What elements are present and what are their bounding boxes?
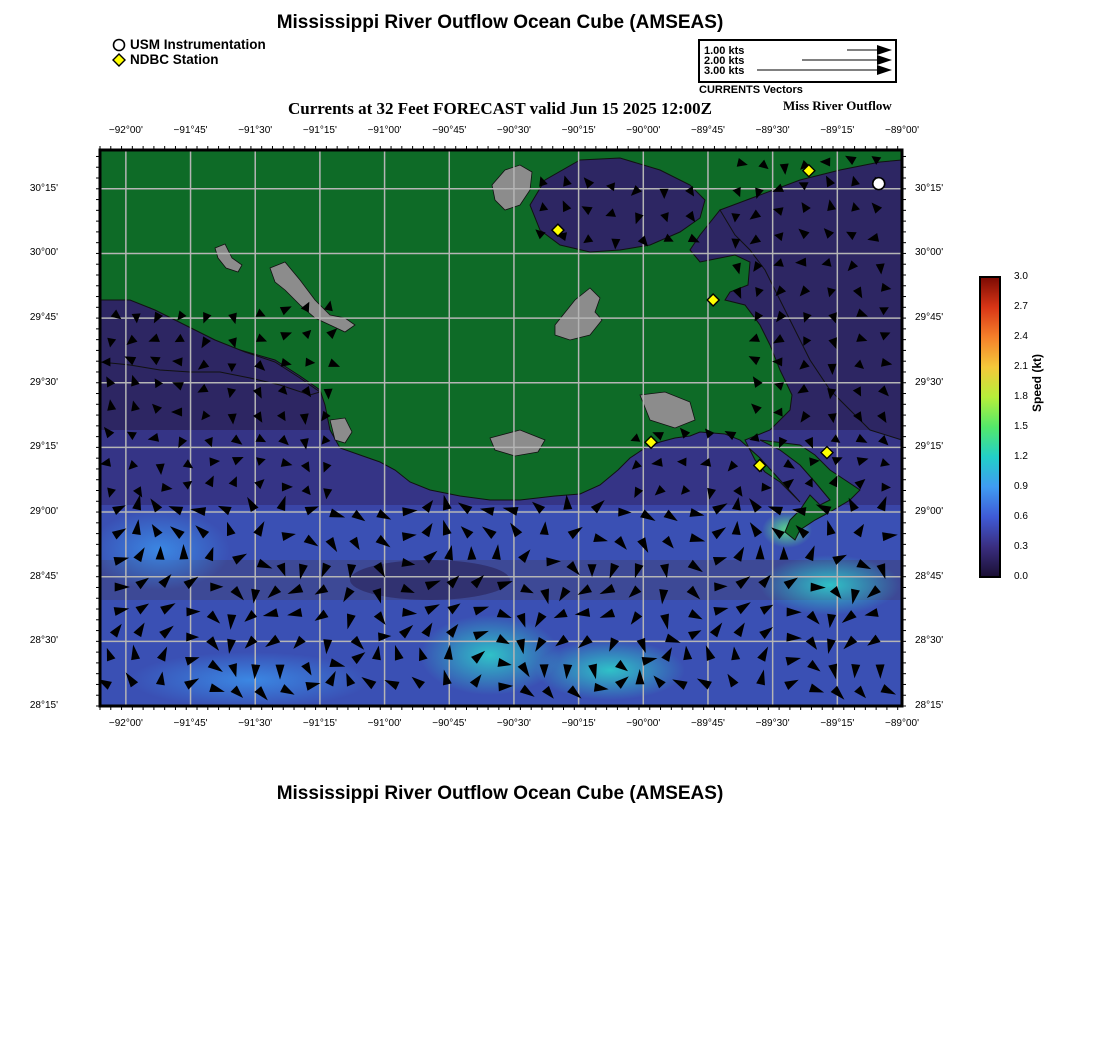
axis-tick-label: 29°45' xyxy=(915,312,944,324)
vector-scale-label: 2.00 kts xyxy=(704,55,745,67)
axis-tick-label: 30°00' xyxy=(915,247,944,259)
map-subtitle: Currents at 32 Feet FORECAST valid Jun 15 2025 12:00Z xyxy=(288,99,712,118)
axis-tick-label: −91°15' xyxy=(302,125,337,136)
axis-tick-label: 28°45' xyxy=(29,570,58,582)
colorbar-tick-label: 0.3 xyxy=(1014,541,1028,552)
axis-tick-label: −89°00' xyxy=(885,718,919,729)
speed-colorbar xyxy=(975,272,1015,584)
axis-tick-label: −89°45' xyxy=(690,718,725,729)
axis-tick-label: −90°15' xyxy=(561,125,596,136)
usm-station-marker[interactable] xyxy=(873,178,885,190)
axis-tick-label: 29°15' xyxy=(915,441,944,453)
colorbar-tick-label: 0.0 xyxy=(1014,571,1028,582)
ndbc-legend-label: NDBC Station xyxy=(130,52,219,67)
axis-tick-label: 29°15' xyxy=(29,441,58,453)
axis-tick-label: −90°00' xyxy=(626,718,661,729)
axis-tick-label: −92°00' xyxy=(108,718,143,729)
axis-tick-label: −89°30' xyxy=(755,125,790,136)
colorbar-tick-label: 2.7 xyxy=(1014,301,1028,312)
axis-tick-label: −90°45' xyxy=(432,125,467,136)
colorbar-title: Speed (kt) xyxy=(1030,353,1044,412)
axis-tick-label: −89°45' xyxy=(690,125,725,136)
axis-tick-label: 28°15' xyxy=(915,700,944,711)
usm-legend-label: USM Instrumentation xyxy=(130,37,266,52)
colorbar-tick-label: 0.6 xyxy=(1014,511,1028,522)
map-title-bottom: Mississippi River Outflow Ocean Cube (AMSEAS) xyxy=(276,783,724,804)
axis-tick-label: −91°45' xyxy=(173,718,208,729)
colorbar-tick-label: 2.4 xyxy=(1014,331,1028,342)
axis-tick-label: 29°00' xyxy=(915,506,944,518)
axis-tick-label: −90°30' xyxy=(496,125,531,136)
axis-tick-label: 29°00' xyxy=(29,506,58,518)
axis-tick-label: −91°30' xyxy=(238,718,273,729)
colorbar-tick-label: 2.1 xyxy=(1014,361,1028,372)
axis-tick-label: −91°00' xyxy=(367,125,402,136)
axis-tick-label: −90°15' xyxy=(561,718,596,729)
colorbar-tick-label: 1.2 xyxy=(1014,451,1028,462)
axis-tick-label: −92°00' xyxy=(108,125,143,136)
colorbar-tick-label: 3.0 xyxy=(1014,271,1028,282)
axis-tick-label: 29°30' xyxy=(915,376,944,388)
axis-tick-label: 29°30' xyxy=(29,376,58,388)
axis-tick-label: −91°30' xyxy=(238,125,273,136)
map-title: Mississippi River Outflow Ocean Cube (AMSEAS) xyxy=(276,12,724,33)
axis-tick-label: 28°30' xyxy=(915,635,944,647)
vector-scale-label: 1.00 kts xyxy=(704,45,745,57)
axis-tick-label: −91°45' xyxy=(173,125,208,136)
axis-tick-label: 28°45' xyxy=(915,570,944,582)
axis-tick-label: −89°30' xyxy=(755,718,790,729)
axis-tick-label: −90°00' xyxy=(626,125,661,136)
axis-tick-label: 28°15' xyxy=(29,700,58,711)
map-note: Miss River Outflow xyxy=(783,98,892,113)
axis-tick-label: 29°45' xyxy=(29,312,58,324)
vector-scale-label: 3.00 kts xyxy=(704,65,745,77)
axis-tick-label: −89°15' xyxy=(820,125,855,136)
colorbar-tick-label: 1.5 xyxy=(1014,421,1028,432)
axis-tick-label: −91°15' xyxy=(302,718,337,729)
axis-tick-label: −90°45' xyxy=(432,718,467,729)
axis-tick-label: −89°00' xyxy=(885,125,919,136)
axis-tick-label: 30°15' xyxy=(29,182,58,194)
axis-tick-label: −90°30' xyxy=(496,718,531,729)
vector-caption: CURRENTS Vectors xyxy=(699,84,803,96)
axis-tick-label: 28°30' xyxy=(29,635,58,647)
colorbar-tick-label: 0.9 xyxy=(1014,481,1028,492)
axis-tick-label: 30°15' xyxy=(915,182,944,194)
axis-tick-label: 30°00' xyxy=(29,247,58,259)
axis-tick-label: −89°15' xyxy=(820,718,855,729)
colorbar-tick-label: 1.8 xyxy=(1014,391,1028,402)
axis-tick-label: −91°00' xyxy=(367,718,402,729)
